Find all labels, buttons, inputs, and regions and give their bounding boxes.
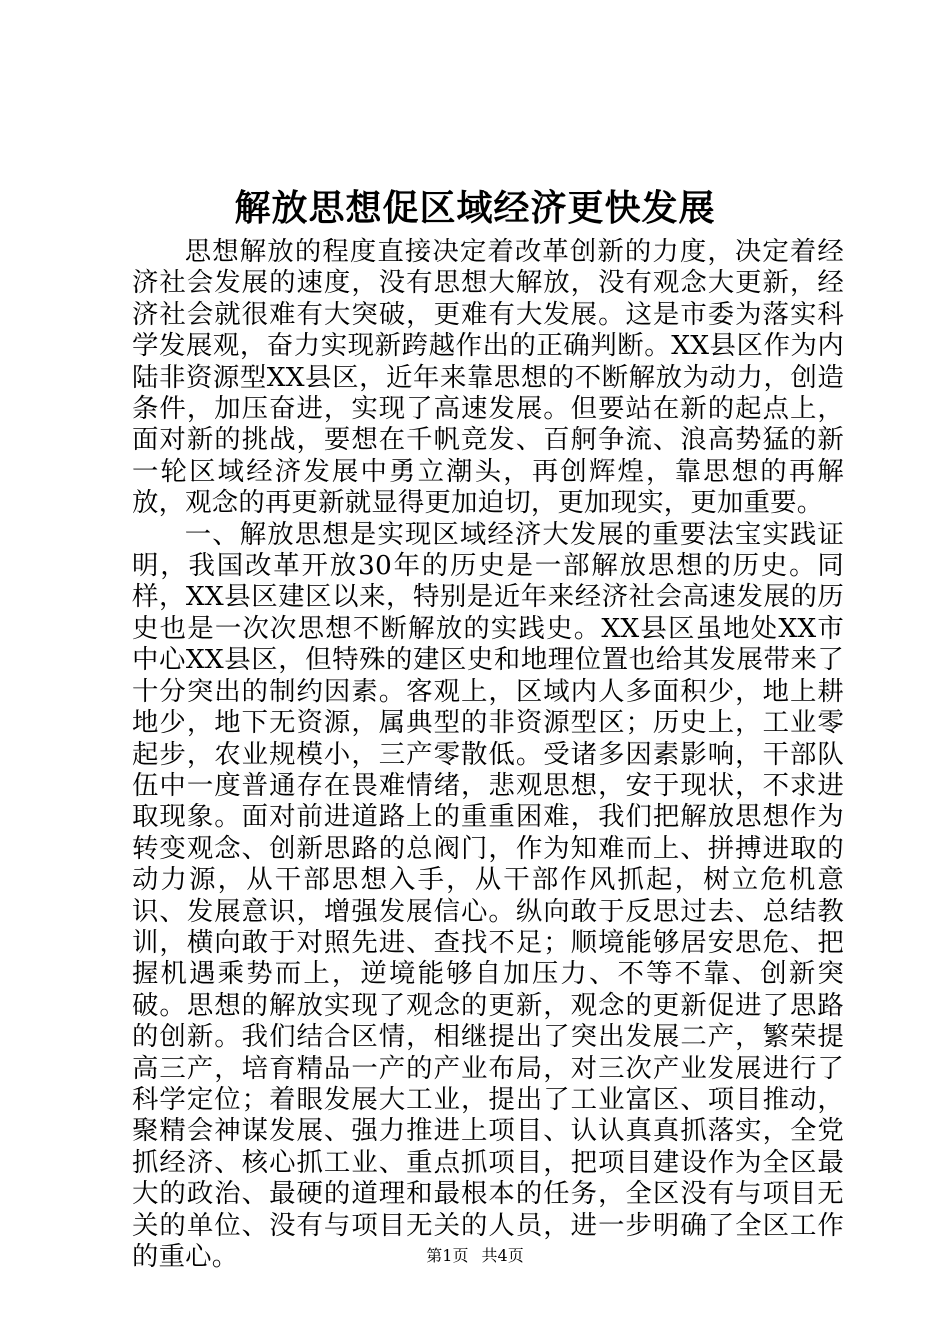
page-footer: [0, 1244, 950, 1268]
document-title: 解放思想促区域经济更快发展: [234, 187, 716, 229]
paragraph-section-one: 一、解放思想是实现区域经济大发展的重要法宝实践证明，我国改革开放30年的历史是一部解放思想的历史。同样，XX县区建区以来，特别是近年来经济社会高速发展的历史也是一次次思想不断解放的实践史。XX县区虽地处XX市中心XX县区，但特殊的建区史和地理位置也给其发展带来了十分突出的制约因素。客观上，区域内人多面积少，地上耕地少，地下无资源，属典型的非资源型区；历史上，工业零起步，农业规模小，三产零散低。受诸多因素影响，干部队伍中一度普通存在畏难情绪，悲观思想，安于现状，不求进取现象。面对前进道路上的重重困难，我们把解放思想作为转变观念、创新思路的总阀门，作为知难而上、拼搏进取的动力源，从干部思想入手，从干部作风抓起，树立危机意识、发展意识，增强发展信心。纵向敢于反思过去、总结教训，横向敢于对照先进、查找不足；顺境能够居安思危、把握机遇乘势而上，逆境能够自加压力、不等不靠、创新突破。思想的解放实现了观念的更新，观念的更新促进了思路的创新。我们结合区情，相继提出了突出发展二产，繁荣提高三产，培育精品一产的产业布局，对三次产业发展进行了科学定位；着眼发展大工业，提出了工业富区、项目推动，聚精会神谋发展、强力推进上项目、认认真真抓落实，全党抓经济、核心抓工业、重点抓项目，把项目建设作为全区最大的政治、最硬的道理和最根本的任务，全区没有与项目无关的单位、没有与项目无关的人员，进一步明确了全区工作的重心。: [132, 518, 844, 1272]
document-body: [132, 236, 844, 1272]
page-total: 共4页: [481, 1246, 524, 1265]
page-number: 第1页: [426, 1246, 469, 1265]
paragraph-intro: 思想解放的程度直接决定着改革创新的力度，决定着经济社会发展的速度，没有思想大解放，没有观念大更新，经济社会就很难有大突破，更难有大发展。这是市委为落实科学发展观，奋力实现新跨越作出的正确判断。XX县区作为内陆非资源型XX县区，近年来靠思想的不断解放为动力，创造条件，加压奋进，实现了高速发展。但要站在新的起点上，面对新的挑战，要想在千帆竞发、百舸争流、浪高势猛的新一轮区域经济发展中勇立潮头，再创辉煌，靠思想的再解放，观念的再更新就显得更加迫切，更加现实，更加重要。: [132, 236, 844, 519]
